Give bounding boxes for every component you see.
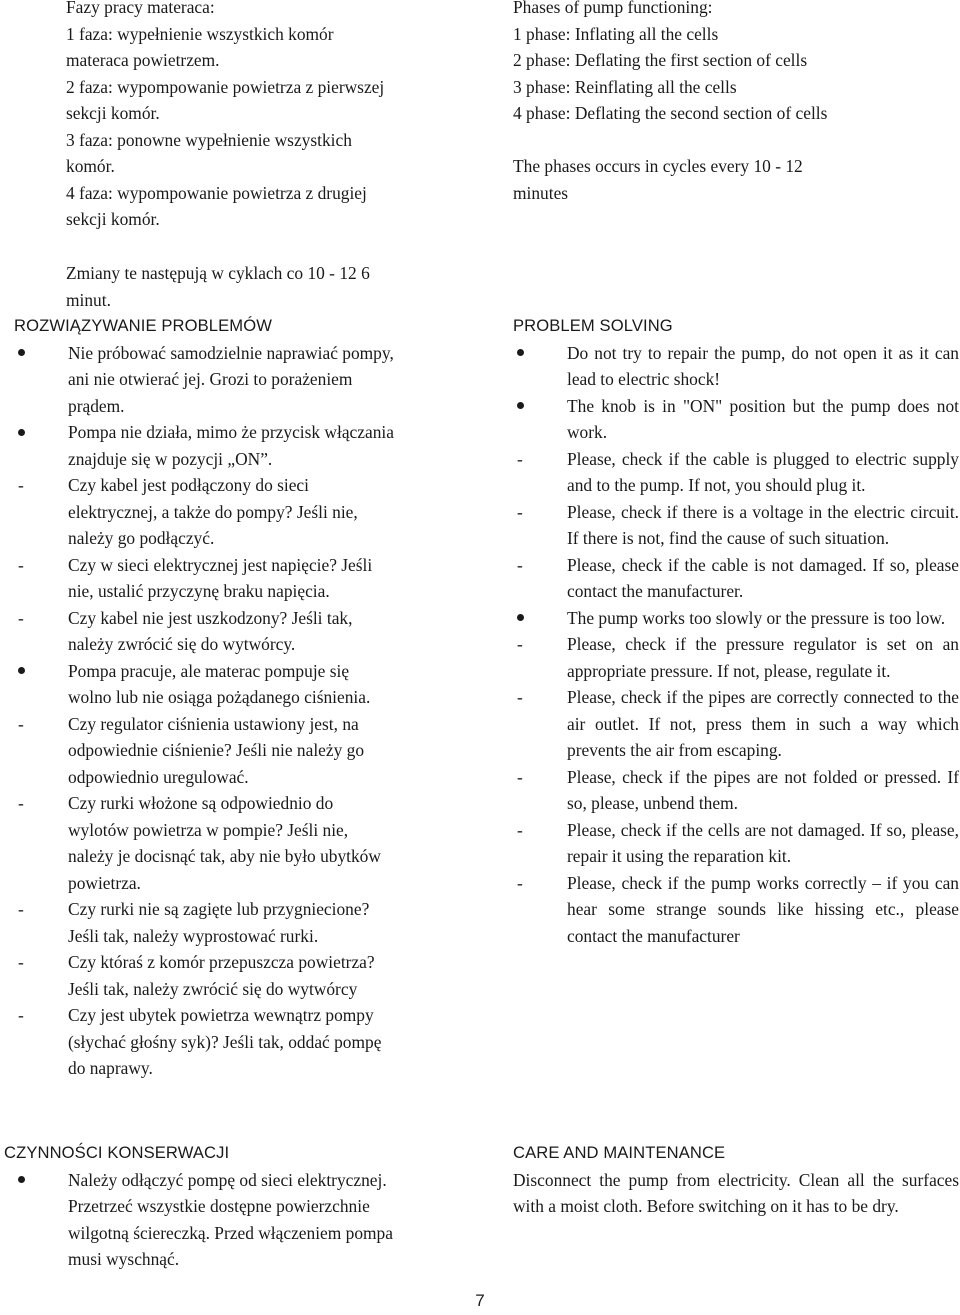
bullet-icon (513, 393, 567, 420)
phases-en (513, 0, 953, 206)
dash-icon: - (517, 554, 523, 575)
list-item (513, 340, 959, 393)
list-item-text: Do not try to repair the pump, do not open it as it can lead to electric shock! (567, 342, 959, 389)
list-item-text: Czy kabel jest podłączony do sieci elektrycznej, a także do pompy? Jeśli nie, należy go podłączyć. (68, 475, 358, 548)
list-item (513, 817, 959, 870)
list-item (14, 1002, 474, 1082)
maintenance-en-heading: CARE AND MAINTENANCE (513, 1143, 726, 1162)
page-number: 7 (475, 1291, 485, 1310)
list-item-text: Please, check if there is a voltage in the electric circuit. If there is not, find the cause of such situation. (567, 501, 959, 548)
phases-pl-text: Fazy pracy materaca: 1 faza: wypełnienie wszystkich komór materaca powietrzem. 2 faza: wypompowanie powietrza z pierwszej sekcji komór. 3 faza: ponowne wypełnienie wszystkich komór. 4 faza: wypompowanie powietrza z drugiej sekcji komór. (66, 0, 385, 229)
list-item (513, 764, 959, 817)
list-item-text: Czy rurki nie są zagięte lub przygniecione? Jeśli tak, należy wyprostować rurki. (68, 899, 370, 946)
list-item-text: Please, check if the pump works correctly – if you can hear some strange sounds like hissing etc., please contact the manufacturer (567, 872, 959, 946)
list-item-text: Nie próbować samodzielnie naprawiać pompy, ani nie otwierać jej. Grozi to porażeniem prądem. (68, 342, 394, 416)
list-item-text: Czy regulator ciśnienia ustawiony jest, na odpowiednie ciśnienie? Jeśli nie należy go odpowiednio uregulować. (68, 713, 365, 787)
list-item (513, 870, 959, 950)
list-item-text: Please, check if the cable is not damaged. If so, please contact the manufacturer. (567, 554, 959, 601)
list-item (513, 446, 959, 499)
maintenance-list-pl (14, 1167, 474, 1273)
bullet-icon (14, 658, 68, 685)
list-item-text: Please, check if the pipes are not folded or pressed. If so, please, unbend them. (567, 766, 959, 813)
list-item-text: The pump works too slowly or the pressure is too low. (567, 607, 946, 628)
list-item-text: Please, check if the cable is plugged to electric supply and to the pump. If not, you should plug it. (567, 448, 959, 495)
list-item (14, 949, 474, 1002)
list-item-text: Please, check if the pipes are correctly connected to the air outlet. If not, press them in such a way which prevents the air from escaping. (567, 687, 959, 760)
list-item (513, 393, 959, 446)
list-item-text: Pompa pracuje, ale materac pompuje się wolno lub nie osiąga pożądanego ciśnienia. (68, 660, 371, 707)
problem-solving-pl (14, 313, 474, 1082)
phases-pl (66, 0, 486, 233)
dash-icon: - (18, 1005, 24, 1025)
list-item (14, 790, 474, 896)
list-item (14, 896, 474, 949)
list-item-text: Czy w sieci elektrycznej jest napięcie? Jeśli nie, ustalić przyczynę braku napięcia. (68, 554, 373, 601)
dash-icon: - (18, 475, 24, 495)
bullet-icon (513, 340, 567, 367)
problem-list-pl (14, 340, 474, 1082)
dash-icon: - (517, 634, 523, 654)
list-item (513, 631, 959, 684)
dash-icon: - (18, 607, 24, 628)
list-item-text: Czy rurki włożone są odpowiednio do wylotów powietrza w pompie? Jeśli nie, należy je docisnąć tak, aby nie było ubytków powietrza. (68, 793, 381, 893)
list-item-text: Czy kabel nie jest uszkodzony? Jeśli tak, należy zwrócić się do wytwórcy. (68, 607, 353, 654)
problem-solving-pl-heading: ROZWIĄZYWANIE PROBLEMÓW (14, 316, 272, 335)
bullet-icon (14, 1167, 68, 1194)
dash-icon: - (517, 501, 523, 522)
problem-solving-en (513, 313, 959, 949)
bullet-icon (14, 340, 68, 367)
list-item (14, 472, 474, 552)
list-item (513, 605, 959, 632)
dash-icon: - (18, 952, 24, 972)
dash-icon: - (18, 713, 24, 734)
list-item-text: The knob is in "ON" position but the pump does not work. (567, 395, 959, 442)
dash-icon: - (18, 899, 24, 919)
problem-solving-en-heading: PROBLEM SOLVING (513, 316, 673, 335)
maintenance-pl-heading: CZYNNOŚCI KONSERWACJI (4, 1143, 230, 1162)
list-item (14, 711, 474, 791)
list-item-text: Please, check if the cells are not damaged. If so, please, repair it using the reparation kit. (567, 819, 959, 866)
list-item (14, 1167, 474, 1273)
dash-icon: - (517, 687, 523, 707)
problem-list-en (513, 340, 959, 950)
list-item-text: Pompa nie działa, mimo że przycisk włączania znajduje się w pozycji „ON”. (68, 422, 394, 469)
dash-icon: - (18, 554, 24, 575)
maintenance-en-text: Disconnect the pump from electricity. Clean all the surfaces with a moist cloth. Before switching on it has to be dry. (513, 1169, 959, 1216)
bullet-icon (14, 419, 68, 446)
dash-icon: - (517, 448, 523, 469)
list-item (14, 552, 474, 605)
dash-icon: - (517, 766, 523, 787)
list-item (513, 499, 959, 552)
dash-icon: - (517, 819, 523, 840)
dash-icon: - (517, 872, 523, 893)
list-item (14, 605, 474, 658)
list-item-text: Czy jest ubytek powietrza wewnątrz pompy (słychać głośny syk)? Jeśli tak, oddać pompę do naprawy. (68, 1005, 382, 1078)
phases-en-text: Phases of pump functioning: 1 phase: Inflating all the cells 2 phase: Deflating the first section of cells 3 phase: Reinflating all the cells 4 phase: Deflating the second section of cells The phases occurs in cycles every 10 - 12 minutes (513, 0, 828, 203)
list-item (513, 552, 959, 605)
list-item-text: Należy odłączyć pompę od sieci elektrycznej. Przetrzeć wszystkie dostępne powierzchnie wilgotną ściereczką. Przed włączeniem pompa musi wyschnąć. (68, 1169, 393, 1269)
cycle-note-pl (66, 260, 486, 313)
maintenance-en (513, 1140, 959, 1220)
cycle-note-pl-text: Zmiany te następują w cyklach co 10 - 12 6 minut. (66, 263, 370, 310)
list-item-text: Please, check if the pressure regulator is set on an appropriate pressure. If not, please, regulate it. (567, 634, 959, 681)
list-item (14, 340, 474, 420)
list-item-text: Czy któraś z komór przepuszcza powietrza? Jeśli tak, należy zwrócić się do wytwórcy (68, 952, 375, 999)
list-item (14, 419, 474, 472)
list-item (513, 684, 959, 764)
list-item (14, 658, 474, 711)
dash-icon: - (18, 793, 24, 813)
bullet-icon (513, 605, 567, 632)
maintenance-pl (4, 1140, 474, 1273)
